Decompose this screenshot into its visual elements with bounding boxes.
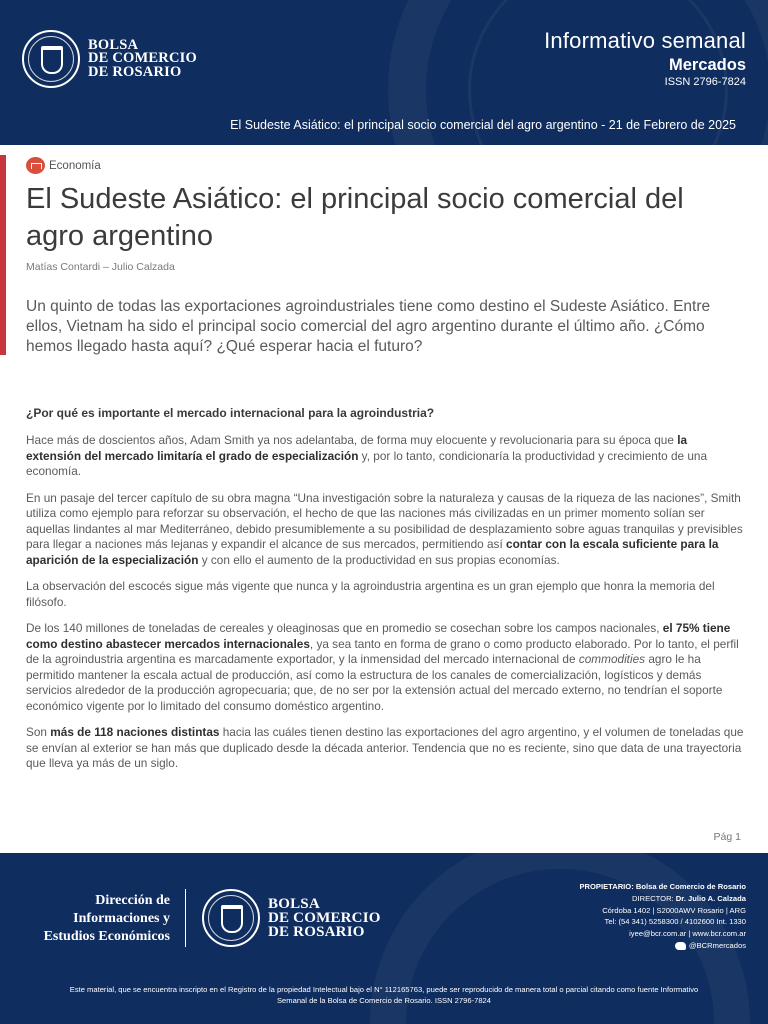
article-authors: Matías Contardi – Julio Calzada — [26, 261, 175, 273]
text-run: Hace más de doscientos años, Adam Smith ya nos adelantaba, de forma muy elocuente y revolucionaria para su época que — [26, 433, 678, 447]
section-heading: ¿Por qué es importante el mercado internacional para la agroindustria? — [26, 406, 435, 420]
footer-divider — [185, 889, 186, 947]
dept-line: Estudios Económicos — [43, 929, 170, 944]
twitter-icon — [675, 942, 686, 950]
factory-icon — [26, 157, 45, 174]
bcr-wordmark — [268, 897, 381, 939]
article-header-line: El Sudeste Asiático: el principal socio comercial del agro argentino - 21 de Febrero de 2025 — [230, 118, 736, 132]
bold-run: la extensión del mercado limitaría el grado de especialización — [26, 433, 688, 463]
director-label: DIRECTOR: — [632, 893, 674, 903]
disclaimer-line: Semanal de la Bolsa de Comercio de Rosario. ISSN 2796-7824 — [276, 996, 491, 1005]
owner-value: Bolsa de Comercio de Rosario — [635, 882, 746, 891]
dept-line: Dirección de — [95, 893, 170, 908]
page-number: Pág 1 — [713, 831, 741, 843]
logo-line: BOLSA — [88, 36, 139, 53]
owner-label: PROPIETARIO: — [579, 882, 634, 891]
bcr-emblem-icon — [22, 30, 80, 88]
text-run: agro le ha permitido mantener la escala actual de producción, así como la estructura de los canales de comercialización, logísticos y demás servicios alrededor de la producción agropecuaria; que, de no ser por la extensión actual del mercado externo, no tendrían el soporte económico vigente por lo limitado del consumo doméstico argentino. — [26, 652, 723, 713]
category-tag[interactable] — [26, 157, 101, 174]
text-run: hacia las cuáles tienen destino las exportaciones del agro argentino, y el volumen de toneladas que se envían al exterior se han más que duplicado desde la década anterior. Tendencia que no es reciente, sino que data de una trayectoria que lleva ya más de un siglo. — [26, 725, 744, 770]
page-footer — [0, 853, 768, 1024]
text-run: , ya sea tanto en forma de grano o como producto elaborado. Por lo tanto, el perfil de la agroindustria argentina es marcadamente exportador, y la inmensidad del mercado internacional de — [26, 636, 739, 666]
logo-line: DE ROSARIO — [268, 924, 365, 940]
twitter-link[interactable] — [579, 940, 746, 952]
bcr-logo-footer[interactable] — [202, 889, 381, 947]
dept-line: Informaciones y — [73, 911, 170, 926]
publication-title: Informativo semanal — [544, 28, 746, 53]
address-line: Córdoba 1402 | S2000AWV Rosario | ARG — [602, 905, 746, 915]
bcr-logo[interactable] — [22, 30, 197, 88]
owner-line — [579, 881, 746, 893]
text-run: y con ello el aumento de la productividad en sus propias economías. — [198, 552, 560, 567]
bcr-wordmark — [88, 36, 197, 80]
paragraph-5 — [26, 725, 744, 772]
department-name — [44, 892, 170, 946]
bcr-emblem-icon — [202, 889, 260, 947]
twitter-handle: @BCRmercados — [688, 940, 746, 950]
director-line — [579, 893, 746, 905]
text-run: y, por lo tanto, condicionaría la productividad y crecimiento de una economía. — [26, 448, 708, 478]
phone-line: Tel: (54 341) 5258300 / 4102600 Int. 1330 — [604, 917, 746, 927]
disclaimer — [0, 984, 768, 1006]
logo-line: BOLSA — [268, 896, 320, 912]
paragraph-3: La observación del escocés sigue más vigente que nunca y la agroindustria argentina es un gran ejemplo que honra la memoria del filósofo. — [26, 579, 715, 609]
article-lead: Un quinto de todas las exportaciones agroindustriales tiene como destino el Sudeste Asiático. Entre ellos, Vietnam ha sido el principal socio comercial del agro argentino durante el último año. ¿Cómo hemos llegado hasta aquí? ¿Qué esperar hacia el futuro? — [26, 298, 711, 355]
contact-block — [579, 881, 746, 952]
web-line[interactable]: iyee@bcr.com.ar | www.bcr.com.ar — [629, 929, 746, 939]
publication-section: Mercados — [668, 56, 746, 74]
paragraph-4 — [26, 621, 744, 714]
text-run: En un pasaje del tercer capítulo de su obra magna “Una investigación sobre la naturaleza y causas de la riqueza de las naciones”, Smith utiliza como ejemplo para reforzar su observación, el hecho de que las naciones más civilizadas en un primer momento solían ser aquellas lindantes al mar Mediterráneo, debido presumiblemente a su posibilidad de desplazamiento sobre aguas tranquilas y previsibles para llegar a naciones más lejanas y expandir el alcance de sus mercados, permitiendo así — [26, 490, 743, 551]
logo-line: DE COMERCIO — [88, 50, 197, 67]
category-label: Economía — [49, 159, 101, 172]
page-header — [0, 0, 768, 145]
bold-run: el 75% tiene como destino abastecer mercados internacionales — [26, 621, 731, 651]
article-title: El Sudeste Asiático: el principal socio comercial del agro argentino — [26, 183, 684, 252]
article-body — [26, 406, 744, 783]
bold-run: contar con la escala suficiente para la aparición de la especialización — [26, 537, 719, 567]
text-run: Son — [26, 725, 51, 739]
issn: ISSN 2796-7824 — [664, 76, 746, 88]
accent-bar — [0, 155, 6, 355]
disclaimer-line: Este material, que se encuentra inscripto en el Registro de la propiedad Intelectual bajo el N° 112165763, puede ser reproducido de manera total o parcial citando como fuente Informativo — [69, 985, 699, 994]
paragraph-2 — [26, 491, 744, 569]
paragraph-1 — [26, 433, 744, 480]
italic-run: commodities — [578, 652, 646, 666]
logo-line: DE COMERCIO — [268, 910, 381, 926]
bold-run: más de 118 naciones distintas — [50, 725, 220, 739]
text-run: De los 140 millones de toneladas de cereales y oleaginosas que en promedio se cosechan sobre los campos nacionales, — [26, 621, 663, 635]
logo-line: DE ROSARIO — [88, 63, 182, 80]
director-value: Dr. Julio A. Calzada — [675, 893, 746, 903]
